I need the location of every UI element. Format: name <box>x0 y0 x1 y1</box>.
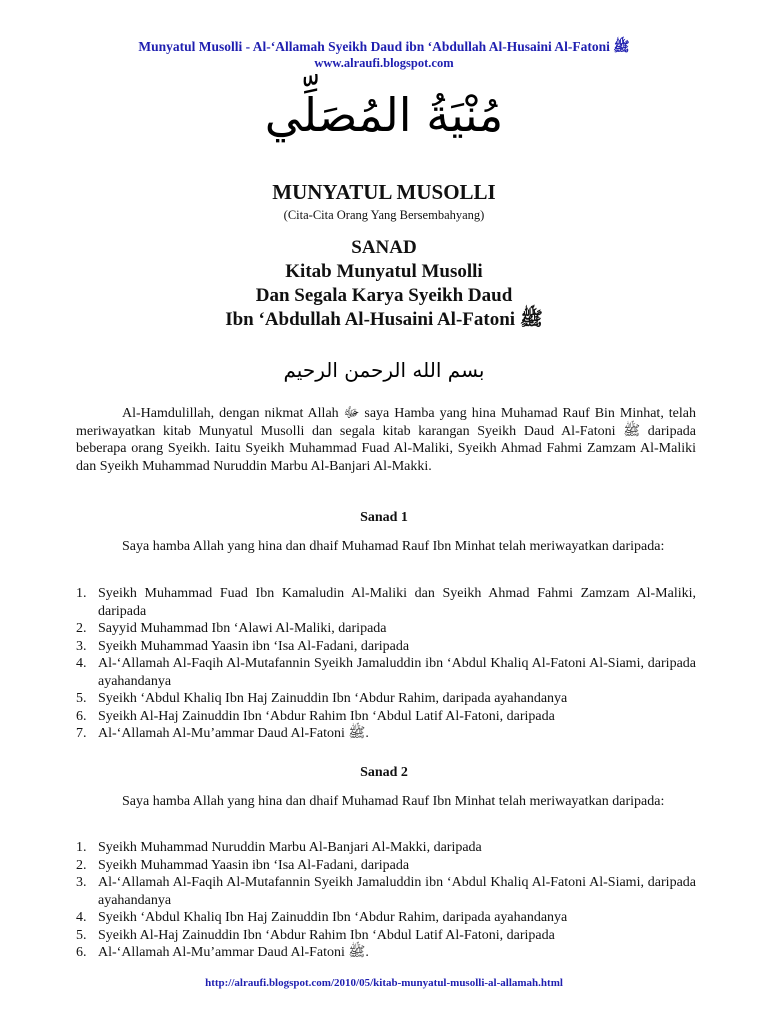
list-item: 3. Al-‘Allamah Al-Faqih Al-Mutafannin Syeikh Jamaluddin ibn ‘Abdul Khaliq Al-Fatoni Al-Siami, daripada ayahandanya <box>76 875 696 908</box>
list-item: 5. Syeikh Al-Haj Zainuddin Ibn ‘Abdur Rahim Ibn ‘Abdul Latif Al-Fatoni, daripada <box>76 927 555 943</box>
section-title-sanad-1: Sanad 1 <box>360 510 408 525</box>
sanad-1-intro-paragraph <box>76 538 696 556</box>
sanad-heading-line-4: Ibn ‘Abdullah Al-Husaini Al-Fatoni ﷺ <box>225 309 543 330</box>
list-item: 2. Syeikh Muhammad Yaasin ibn ‘Isa Al-Fadani, daripada <box>76 857 410 873</box>
section-title-sanad-2: Sanad 2 <box>360 765 408 780</box>
list-item: 1. Syeikh Muhammad Fuad Ibn Kamaludin Al-Maliki dan Syeikh Ahmad Fahmi Zamzam Al-Maliki, daripada <box>76 586 696 619</box>
sanad-heading <box>0 236 768 332</box>
arabic-calligraphy-title: مُنْيَةُ المُصَلِّي <box>264 88 504 142</box>
list-item: 5. Syeikh ‘Abdul Khaliq Ibn Haj Zainuddin Ibn ‘Abdur Rahim, daripada ayahandanya <box>76 691 568 706</box>
list-item: 6. Syeikh Al-Haj Zainuddin Ibn ‘Abdur Rahim Ibn ‘Abdul Latif Al-Fatoni, daripada <box>76 708 555 724</box>
sanad-2-list <box>76 839 696 962</box>
running-header-website: www.alraufi.blogspot.com <box>314 56 454 70</box>
sanad-heading-line-3: Dan Segala Karya Syeikh Daud <box>255 285 513 306</box>
sanad-2-intro-paragraph <box>76 793 696 811</box>
list-item: 1. Syeikh Muhammad Nuruddin Marbu Al-Banjari Al-Makki, daripada <box>76 840 482 855</box>
sanad-heading-line-2: Kitab Munyatul Musolli <box>285 261 483 282</box>
document-title: MUNYATUL MUSOLLI <box>272 180 496 204</box>
sanad-1-intro-text: Saya hamba Allah yang hina dan dhaif Muhamad Rauf Ibn Minhat telah meriwayatkan daripada: <box>122 539 665 554</box>
running-header-title: Munyatul Musolli - Al-‘Allamah Syeikh Daud ibn ‘Abdullah Al-Husaini Al-Fatoni ﷺ <box>138 39 630 54</box>
intro-text: Al-Hamdulillah, dengan nikmat Allah ﷻ saya Hamba yang hina Muhamad Rauf Bin Minhat, telah meriwayatkan kitab Munyatul Musolli dan segala kitab karangan Syeikh Daud Al-Fatoni ﷺ daripada beberapa orang Syeikh. Iaitu Syeikh Muhammad Fuad Al-Maliki, Syeikh Ahmad Fahmi Zamzam Al-Maliki dan Syeikh Muhammad Nuruddin Marbu Al-Banjari Al-Makki. <box>76 406 697 474</box>
list-item: 4. Syeikh ‘Abdul Khaliq Ibn Haj Zainuddin Ibn ‘Abdur Rahim, daripada ayahandanya <box>76 910 568 925</box>
sanad-1-list <box>76 585 696 743</box>
sanad-2-intro-text: Saya hamba Allah yang hina dan dhaif Muhamad Rauf Ibn Minhat telah meriwayatkan daripada: <box>122 794 665 809</box>
list-item: 3. Syeikh Muhammad Yaasin ibn ‘Isa Al-Fadani, daripada <box>76 638 410 654</box>
intro-paragraph <box>76 405 696 475</box>
basmalah-calligraphy: بسم الله الرحمن الرحيم <box>283 358 485 382</box>
footer-url-link[interactable]: http://alraufi.blogspot.com/2010/05/kitab-munyatul-musolli-al-allamah.html <box>205 977 563 989</box>
list-item: 7. Al-‘Allamah Al-Mu’ammar Daud Al-Fatoni ﷺ. <box>76 726 369 741</box>
sanad-heading-line-1: SANAD <box>351 237 417 258</box>
list-item: 2. Sayyid Muhammad Ibn ‘Alawi Al-Maliki, daripada <box>76 621 387 636</box>
list-item: 6. Al-‘Allamah Al-Mu’ammar Daud Al-Fatoni ﷺ. <box>76 945 369 960</box>
list-item: 4. Al-‘Allamah Al-Faqih Al-Mutafannin Syeikh Jamaluddin ibn ‘Abdul Khaliq Al-Fatoni Al-Siami, daripada ayahandanya <box>76 656 696 689</box>
document-subtitle: (Cita-Cita Orang Yang Bersembahyang) <box>283 208 485 222</box>
